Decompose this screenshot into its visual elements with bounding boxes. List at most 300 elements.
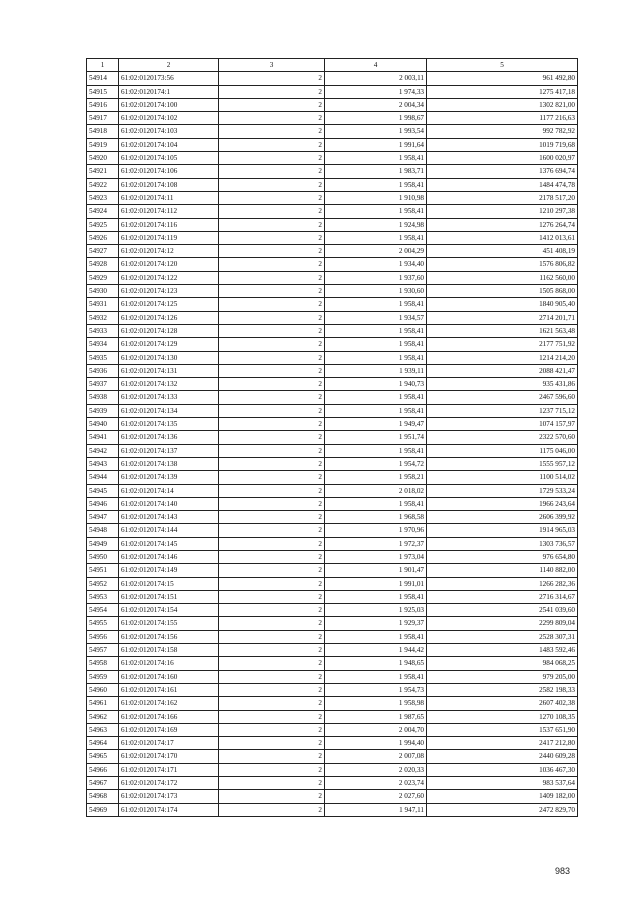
value-cell: 1555 957,12 <box>427 457 578 470</box>
type-code-cell: 2 <box>219 351 325 364</box>
column-header-3: 3 <box>219 59 325 72</box>
table-row <box>87 697 578 710</box>
row-number-cell: 54922 <box>87 178 119 191</box>
table-row <box>87 112 578 125</box>
cadastral-number-cell: 61:02:0120174:103 <box>119 125 219 138</box>
area-cell: 2 004,29 <box>325 245 427 258</box>
area-cell: 1 987,65 <box>325 710 427 723</box>
cadastral-number-cell: 61:02:0120174:173 <box>119 790 219 803</box>
row-number-cell: 54931 <box>87 298 119 311</box>
type-code-cell: 2 <box>219 577 325 590</box>
table-row <box>87 750 578 763</box>
table-row <box>87 683 578 696</box>
value-cell: 1483 592,46 <box>427 644 578 657</box>
column-header-1: 1 <box>87 59 119 72</box>
type-code-cell: 2 <box>219 630 325 643</box>
cadastral-number-cell: 61:02:0120174:123 <box>119 285 219 298</box>
type-code-cell: 2 <box>219 285 325 298</box>
table-row <box>87 537 578 550</box>
cadastral-number-cell: 61:02:0120174:149 <box>119 564 219 577</box>
cadastral-number-cell: 61:02:0120174:120 <box>119 258 219 271</box>
row-number-cell: 54927 <box>87 245 119 258</box>
cadastral-number-cell: 61:02:0120174:112 <box>119 205 219 218</box>
table-row <box>87 152 578 165</box>
value-cell: 1303 736,57 <box>427 537 578 550</box>
cadastral-number-cell: 61:02:0120174:132 <box>119 378 219 391</box>
area-cell: 1 910,98 <box>325 191 427 204</box>
row-number-cell: 54938 <box>87 391 119 404</box>
cadastral-number-cell: 61:02:0120174:131 <box>119 364 219 377</box>
row-number-cell: 54925 <box>87 218 119 231</box>
type-code-cell: 2 <box>219 112 325 125</box>
cadastral-number-cell: 61:02:0120174:137 <box>119 444 219 457</box>
value-cell: 1966 243,64 <box>427 497 578 510</box>
type-code-cell: 2 <box>219 590 325 603</box>
value-cell: 935 431,86 <box>427 378 578 391</box>
area-cell: 1 972,37 <box>325 537 427 550</box>
area-cell: 1 934,40 <box>325 258 427 271</box>
row-number-cell: 54918 <box>87 125 119 138</box>
table-row <box>87 723 578 736</box>
area-cell: 1 993,54 <box>325 125 427 138</box>
column-header-5: 5 <box>427 59 578 72</box>
row-number-cell: 54959 <box>87 670 119 683</box>
row-number-cell: 54943 <box>87 457 119 470</box>
area-cell: 1 958,41 <box>325 324 427 337</box>
cadastral-number-cell: 61:02:0120174:15 <box>119 577 219 590</box>
area-cell: 2 003,11 <box>325 72 427 85</box>
cadastral-number-cell: 61:02:0120174:125 <box>119 298 219 311</box>
type-code-cell: 2 <box>219 205 325 218</box>
table-row <box>87 218 578 231</box>
value-cell: 2714 201,71 <box>427 311 578 324</box>
cadastral-number-cell: 61:02:0120174:138 <box>119 457 219 470</box>
cadastral-number-cell: 61:02:0120174:161 <box>119 683 219 696</box>
cadastral-number-cell: 61:02:0120174:14 <box>119 484 219 497</box>
table-row <box>87 803 578 816</box>
type-code-cell: 2 <box>219 564 325 577</box>
cadastral-number-cell: 61:02:0120174:140 <box>119 497 219 510</box>
type-code-cell: 2 <box>219 125 325 138</box>
value-cell: 2607 402,38 <box>427 697 578 710</box>
cadastral-number-cell: 61:02:0120174:17 <box>119 737 219 750</box>
row-number-cell: 54951 <box>87 564 119 577</box>
row-number-cell: 54933 <box>87 324 119 337</box>
value-cell: 2440 609,28 <box>427 750 578 763</box>
cadastral-number-cell: 61:02:0120174:158 <box>119 644 219 657</box>
area-cell: 2 023,74 <box>325 777 427 790</box>
row-number-cell: 54956 <box>87 630 119 643</box>
type-code-cell: 2 <box>219 391 325 404</box>
value-cell: 1537 651,90 <box>427 723 578 736</box>
row-number-cell: 54948 <box>87 524 119 537</box>
table-row <box>87 298 578 311</box>
row-number-cell: 54965 <box>87 750 119 763</box>
type-code-cell: 2 <box>219 537 325 550</box>
row-number-cell: 54960 <box>87 683 119 696</box>
area-cell: 1 958,41 <box>325 444 427 457</box>
value-cell: 1505 868,00 <box>427 285 578 298</box>
area-cell: 1 958,41 <box>325 391 427 404</box>
type-code-cell: 2 <box>219 617 325 630</box>
area-cell: 1 947,11 <box>325 803 427 816</box>
type-code-cell: 2 <box>219 98 325 111</box>
type-code-cell: 2 <box>219 231 325 244</box>
row-number-cell: 54919 <box>87 138 119 151</box>
type-code-cell: 2 <box>219 471 325 484</box>
type-code-cell: 2 <box>219 550 325 563</box>
type-code-cell: 2 <box>219 737 325 750</box>
area-cell: 1 970,96 <box>325 524 427 537</box>
table-row <box>87 351 578 364</box>
row-number-cell: 54952 <box>87 577 119 590</box>
area-cell: 1 954,72 <box>325 457 427 470</box>
table-row <box>87 790 578 803</box>
area-cell: 1 925,03 <box>325 604 427 617</box>
table-row <box>87 630 578 643</box>
value-cell: 1621 563,48 <box>427 324 578 337</box>
value-cell: 1412 013,61 <box>427 231 578 244</box>
cadastral-number-cell: 61:02:0120174:174 <box>119 803 219 816</box>
column-header-2: 2 <box>119 59 219 72</box>
area-cell: 2 004,70 <box>325 723 427 736</box>
cadastral-number-cell: 61:02:0120174:146 <box>119 550 219 563</box>
table-row <box>87 550 578 563</box>
row-number-cell: 54928 <box>87 258 119 271</box>
cadastral-number-cell: 61:02:0120174:154 <box>119 604 219 617</box>
row-number-cell: 54963 <box>87 723 119 736</box>
value-cell: 984 068,25 <box>427 657 578 670</box>
area-cell: 1 958,21 <box>325 471 427 484</box>
value-cell: 2472 829,70 <box>427 803 578 816</box>
cadastral-number-cell: 61:02:0120174:102 <box>119 112 219 125</box>
area-cell: 1 934,57 <box>325 311 427 324</box>
type-code-cell: 2 <box>219 803 325 816</box>
cadastral-number-cell: 61:02:0120174:122 <box>119 271 219 284</box>
area-cell: 1 954,73 <box>325 683 427 696</box>
cadastral-number-cell: 61:02:0120174:172 <box>119 777 219 790</box>
table-row <box>87 737 578 750</box>
type-code-cell: 2 <box>219 245 325 258</box>
table-row <box>87 231 578 244</box>
value-cell: 1376 694,74 <box>427 165 578 178</box>
value-cell: 1270 108,35 <box>427 710 578 723</box>
type-code-cell: 2 <box>219 750 325 763</box>
value-cell: 1140 882,00 <box>427 564 578 577</box>
type-code-cell: 2 <box>219 178 325 191</box>
row-number-cell: 54946 <box>87 497 119 510</box>
row-number-cell: 54962 <box>87 710 119 723</box>
type-code-cell: 2 <box>219 790 325 803</box>
cadastral-number-cell: 61:02:0120174:169 <box>119 723 219 736</box>
row-number-cell: 54945 <box>87 484 119 497</box>
value-cell: 2528 307,31 <box>427 630 578 643</box>
type-code-cell: 2 <box>219 644 325 657</box>
type-code-cell: 2 <box>219 404 325 417</box>
cadastral-number-cell: 61:02:0120174:145 <box>119 537 219 550</box>
cadastral-number-cell: 61:02:0120174:130 <box>119 351 219 364</box>
row-number-cell: 54941 <box>87 431 119 444</box>
value-cell: 2322 570,60 <box>427 431 578 444</box>
value-cell: 1840 905,40 <box>427 298 578 311</box>
type-code-cell: 2 <box>219 72 325 85</box>
table-body <box>87 72 578 817</box>
table-row <box>87 378 578 391</box>
area-cell: 2 018,02 <box>325 484 427 497</box>
value-cell: 1729 533,24 <box>427 484 578 497</box>
value-cell: 2606 399,92 <box>427 511 578 524</box>
row-number-cell: 54968 <box>87 790 119 803</box>
cadastral-number-cell: 61:02:0120174:100 <box>119 98 219 111</box>
area-cell: 1 958,98 <box>325 697 427 710</box>
row-number-cell: 54929 <box>87 271 119 284</box>
type-code-cell: 2 <box>219 165 325 178</box>
table-row <box>87 471 578 484</box>
table-row <box>87 191 578 204</box>
cadastral-number-cell: 61:02:0120174:128 <box>119 324 219 337</box>
value-cell: 2177 751,92 <box>427 338 578 351</box>
table-row <box>87 484 578 497</box>
row-number-cell: 54967 <box>87 777 119 790</box>
table-row <box>87 165 578 178</box>
row-number-cell: 54914 <box>87 72 119 85</box>
table-row <box>87 444 578 457</box>
value-cell: 1210 297,38 <box>427 205 578 218</box>
value-cell: 1914 965,03 <box>427 524 578 537</box>
type-code-cell: 2 <box>219 444 325 457</box>
table-row <box>87 205 578 218</box>
row-number-cell: 54934 <box>87 338 119 351</box>
cadastral-number-cell: 61:02:0120174:170 <box>119 750 219 763</box>
area-cell: 2 004,34 <box>325 98 427 111</box>
area-cell: 1 958,41 <box>325 670 427 683</box>
value-cell: 1019 719,68 <box>427 138 578 151</box>
value-cell: 992 782,92 <box>427 125 578 138</box>
value-cell: 1177 216,63 <box>427 112 578 125</box>
cadastral-number-cell: 61:02:0120174:160 <box>119 670 219 683</box>
value-cell: 961 492,80 <box>427 72 578 85</box>
type-code-cell: 2 <box>219 777 325 790</box>
cadastral-number-cell: 61:02:0120174:134 <box>119 404 219 417</box>
area-cell: 1 958,41 <box>325 298 427 311</box>
row-number-cell: 54954 <box>87 604 119 617</box>
area-cell: 1 948,65 <box>325 657 427 670</box>
value-cell: 1175 046,00 <box>427 444 578 457</box>
area-cell: 1 958,41 <box>325 404 427 417</box>
cadastral-number-cell: 61:02:0120174:143 <box>119 511 219 524</box>
value-cell: 1276 264,74 <box>427 218 578 231</box>
value-cell: 2541 039,60 <box>427 604 578 617</box>
row-number-cell: 54944 <box>87 471 119 484</box>
table-row <box>87 497 578 510</box>
table-row <box>87 178 578 191</box>
type-code-cell: 2 <box>219 723 325 736</box>
type-code-cell: 2 <box>219 298 325 311</box>
table-row <box>87 404 578 417</box>
value-cell: 1302 821,00 <box>427 98 578 111</box>
type-code-cell: 2 <box>219 497 325 510</box>
table-row <box>87 138 578 151</box>
value-cell: 1409 182,00 <box>427 790 578 803</box>
area-cell: 1 958,41 <box>325 338 427 351</box>
type-code-cell: 2 <box>219 138 325 151</box>
table-row <box>87 564 578 577</box>
value-cell: 2716 314,67 <box>427 590 578 603</box>
table-row <box>87 657 578 670</box>
type-code-cell: 2 <box>219 683 325 696</box>
area-cell: 1 901,47 <box>325 564 427 577</box>
area-cell: 1 958,41 <box>325 152 427 165</box>
row-number-cell: 54936 <box>87 364 119 377</box>
table-row <box>87 763 578 776</box>
row-number-cell: 54966 <box>87 763 119 776</box>
value-cell: 2467 596,60 <box>427 391 578 404</box>
table-row <box>87 777 578 790</box>
table-row <box>87 364 578 377</box>
row-number-cell: 54937 <box>87 378 119 391</box>
area-cell: 1 951,74 <box>325 431 427 444</box>
value-cell: 1275 417,18 <box>427 85 578 98</box>
cadastral-number-cell: 61:02:0120174:104 <box>119 138 219 151</box>
row-number-cell: 54915 <box>87 85 119 98</box>
value-cell: 1074 157,97 <box>427 418 578 431</box>
type-code-cell: 2 <box>219 258 325 271</box>
area-cell: 1 930,60 <box>325 285 427 298</box>
table-row <box>87 311 578 324</box>
page-number: 983 <box>554 866 570 876</box>
area-cell: 1 949,47 <box>325 418 427 431</box>
table-row <box>87 125 578 138</box>
type-code-cell: 2 <box>219 311 325 324</box>
type-code-cell: 2 <box>219 152 325 165</box>
row-number-cell: 54964 <box>87 737 119 750</box>
value-cell: 2299 809,04 <box>427 617 578 630</box>
type-code-cell: 2 <box>219 484 325 497</box>
cadastral-number-cell: 61:02:0120174:156 <box>119 630 219 643</box>
cadastral-number-cell: 61:02:0120174:166 <box>119 710 219 723</box>
area-cell: 1 958,41 <box>325 231 427 244</box>
cadastral-number-cell: 61:02:0120174:151 <box>119 590 219 603</box>
type-code-cell: 2 <box>219 218 325 231</box>
row-number-cell: 54950 <box>87 550 119 563</box>
area-cell: 1 939,11 <box>325 364 427 377</box>
table-row <box>87 98 578 111</box>
table-row <box>87 85 578 98</box>
row-number-cell: 54917 <box>87 112 119 125</box>
area-cell: 1 994,40 <box>325 737 427 750</box>
table-row <box>87 604 578 617</box>
area-cell: 1 958,41 <box>325 630 427 643</box>
area-cell: 1 958,41 <box>325 497 427 510</box>
type-code-cell: 2 <box>219 670 325 683</box>
value-cell: 979 205,00 <box>427 670 578 683</box>
table-row <box>87 72 578 85</box>
area-cell: 1 940,73 <box>325 378 427 391</box>
area-cell: 1 958,41 <box>325 205 427 218</box>
table-row <box>87 590 578 603</box>
type-code-cell: 2 <box>219 604 325 617</box>
area-cell: 2 007,08 <box>325 750 427 763</box>
area-cell: 1 958,41 <box>325 351 427 364</box>
type-code-cell: 2 <box>219 524 325 537</box>
cadastral-number-cell: 61:02:0120174:144 <box>119 524 219 537</box>
cadastral-number-cell: 61:02:0120174:155 <box>119 617 219 630</box>
row-number-cell: 54932 <box>87 311 119 324</box>
area-cell: 2 027,60 <box>325 790 427 803</box>
area-cell: 1 968,58 <box>325 511 427 524</box>
value-cell: 1484 474,78 <box>427 178 578 191</box>
table-row <box>87 258 578 271</box>
table-row <box>87 524 578 537</box>
type-code-cell: 2 <box>219 511 325 524</box>
row-number-cell: 54930 <box>87 285 119 298</box>
row-number-cell: 54935 <box>87 351 119 364</box>
row-number-cell: 54957 <box>87 644 119 657</box>
value-cell: 1576 806,82 <box>427 258 578 271</box>
value-cell: 2582 198,33 <box>427 683 578 696</box>
value-cell: 1036 467,30 <box>427 763 578 776</box>
type-code-cell: 2 <box>219 457 325 470</box>
value-cell: 2417 212,80 <box>427 737 578 750</box>
cadastral-number-cell: 61:02:0120174:16 <box>119 657 219 670</box>
cadastral-number-cell: 61:02:0120174:162 <box>119 697 219 710</box>
type-code-cell: 2 <box>219 657 325 670</box>
area-cell: 1 974,33 <box>325 85 427 98</box>
type-code-cell: 2 <box>219 418 325 431</box>
value-cell: 2088 421,47 <box>427 364 578 377</box>
row-number-cell: 54921 <box>87 165 119 178</box>
cadastral-value-table <box>86 58 578 817</box>
row-number-cell: 54924 <box>87 205 119 218</box>
type-code-cell: 2 <box>219 338 325 351</box>
value-cell: 983 537,64 <box>427 777 578 790</box>
type-code-cell: 2 <box>219 763 325 776</box>
table-row <box>87 670 578 683</box>
area-cell: 1 944,42 <box>325 644 427 657</box>
area-cell: 1 924,98 <box>325 218 427 231</box>
type-code-cell: 2 <box>219 324 325 337</box>
area-cell: 1 991,01 <box>325 577 427 590</box>
type-code-cell: 2 <box>219 271 325 284</box>
type-code-cell: 2 <box>219 85 325 98</box>
type-code-cell: 2 <box>219 431 325 444</box>
area-cell: 2 020,33 <box>325 763 427 776</box>
value-cell: 2178 517,20 <box>427 191 578 204</box>
table-row <box>87 271 578 284</box>
table-row <box>87 245 578 258</box>
cadastral-number-cell: 61:02:0120174:171 <box>119 763 219 776</box>
value-cell: 1237 715,12 <box>427 404 578 417</box>
value-cell: 1600 020,97 <box>427 152 578 165</box>
row-number-cell: 54958 <box>87 657 119 670</box>
cadastral-number-cell: 61:02:0120174:106 <box>119 165 219 178</box>
table-row <box>87 391 578 404</box>
table-row <box>87 324 578 337</box>
cadastral-number-cell: 61:02:0120174:11 <box>119 191 219 204</box>
row-number-cell: 54920 <box>87 152 119 165</box>
row-number-cell: 54916 <box>87 98 119 111</box>
cadastral-number-cell: 61:02:0120173:56 <box>119 72 219 85</box>
value-cell: 1162 560,00 <box>427 271 578 284</box>
table-row <box>87 431 578 444</box>
cadastral-number-cell: 61:02:0120174:105 <box>119 152 219 165</box>
value-cell: 976 654,80 <box>427 550 578 563</box>
row-number-cell: 54953 <box>87 590 119 603</box>
row-number-cell: 54955 <box>87 617 119 630</box>
area-cell: 1 991,64 <box>325 138 427 151</box>
row-number-cell: 54969 <box>87 803 119 816</box>
row-number-cell: 54940 <box>87 418 119 431</box>
